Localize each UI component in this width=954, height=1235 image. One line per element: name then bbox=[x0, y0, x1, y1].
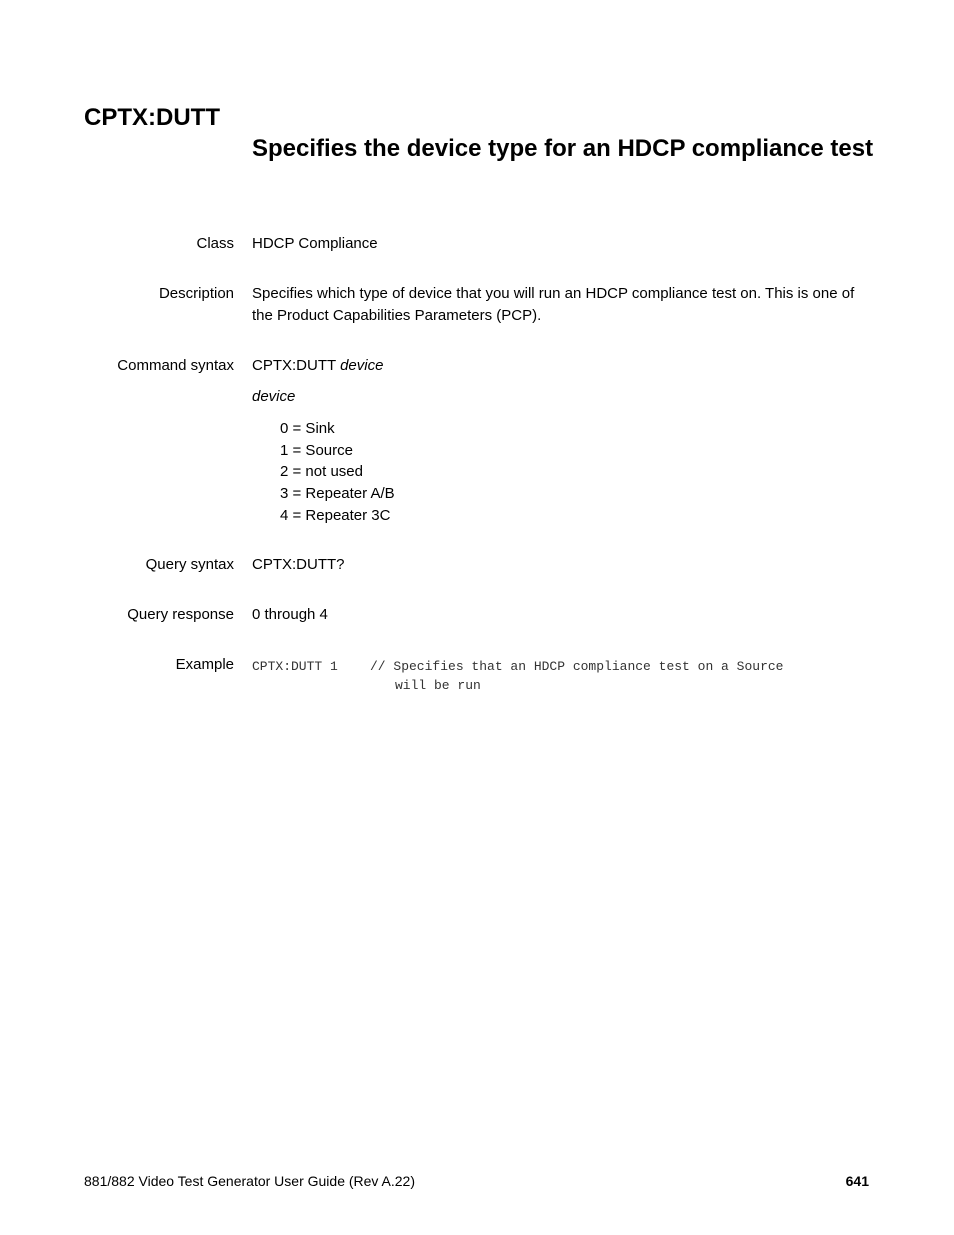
query-response-value: 0 through 4 bbox=[252, 606, 328, 623]
command-title: CPTX:DUTT bbox=[84, 104, 220, 131]
description-value: Specifies which type of device that you will run an HDCP compliance test on. This is one of the Product Capabilities Parameters (PCP). bbox=[252, 285, 855, 324]
command-syntax-value bbox=[252, 355, 383, 377]
description-label: Description bbox=[158, 285, 234, 302]
command-syntax-command: CPTX:DUTT bbox=[252, 357, 336, 374]
param-options bbox=[280, 418, 395, 527]
class-label: Class bbox=[196, 235, 234, 252]
list-item: 4 = Repeater 3C bbox=[280, 506, 391, 524]
list-item: 0 = Sink bbox=[280, 420, 335, 437]
example-code: CPTX:DUTT 1 bbox=[252, 659, 338, 674]
example-comment-line2: will be run bbox=[395, 678, 481, 693]
list-item: 2 = not used bbox=[280, 463, 363, 481]
query-syntax-label: Query syntax bbox=[145, 556, 234, 573]
example-comment-line1: // Specifies that an HDCP compliance test on a Source bbox=[370, 659, 784, 674]
query-syntax-value: CPTX:DUTT? bbox=[252, 556, 345, 573]
list-item: 3 = Repeater A/B bbox=[280, 485, 395, 503]
list-item: 1 = Source bbox=[280, 441, 353, 459]
page-subtitle: Specifies the device type for an HDCP compliance test bbox=[252, 135, 874, 162]
page-number: 641 bbox=[845, 1173, 869, 1189]
footer-title: 881/882 Video Test Generator User Guide (Rev A.22) bbox=[84, 1173, 416, 1189]
example-label: Example bbox=[175, 656, 234, 673]
param-heading: device bbox=[252, 388, 296, 405]
command-syntax-param: device bbox=[340, 357, 384, 374]
class-value: HDCP Compliance bbox=[252, 235, 378, 252]
command-syntax-label: Command syntax bbox=[117, 357, 234, 374]
query-response-label: Query response bbox=[127, 606, 234, 623]
